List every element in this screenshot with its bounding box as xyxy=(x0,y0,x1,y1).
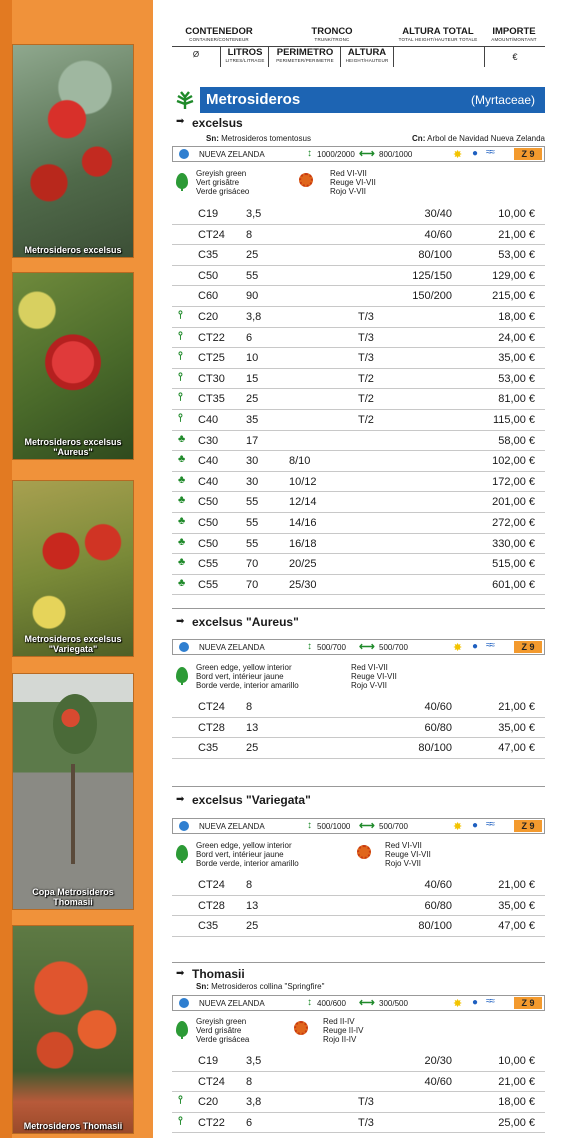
total-height: 40/60 xyxy=(424,701,452,713)
price: 21,00 € xyxy=(498,228,535,241)
table-row xyxy=(172,875,545,896)
table-row xyxy=(172,492,545,513)
pot-size: C60 xyxy=(198,290,219,303)
flower-color-en: Red VI-VII xyxy=(330,169,367,178)
price: 201,00 € xyxy=(492,496,535,509)
total-height: 80/100 xyxy=(418,249,452,262)
origin-row xyxy=(172,639,545,655)
price: 115,00 € xyxy=(492,413,535,426)
price: 21,00 € xyxy=(498,701,535,713)
tronco-sub: TRUNK/TRONC xyxy=(314,37,350,42)
family-name: (Myrtaceae) xyxy=(470,93,535,107)
genus-title-bar xyxy=(172,87,545,113)
leaf-icon xyxy=(176,173,188,189)
leaf-color-fr: Bord vert, intérieur jaune xyxy=(196,672,284,681)
litres: 3,5 xyxy=(246,208,262,220)
perimeter: 16/18 xyxy=(289,537,317,550)
perimetro-label: PERIMETRO xyxy=(276,47,334,58)
flower-color-en: Red VI-VII xyxy=(351,663,388,672)
perimeter: 10/12 xyxy=(289,475,317,488)
table-row xyxy=(172,738,545,759)
globe-icon xyxy=(179,642,189,652)
photo-excelsus-variegata xyxy=(12,480,134,657)
table-row xyxy=(172,431,545,452)
price: 515,00 € xyxy=(492,558,535,571)
price: 10,00 € xyxy=(498,208,535,220)
pot-size: CT24 xyxy=(198,879,225,891)
price: 58,00 € xyxy=(498,434,535,447)
width-arrow-icon: ⟷ xyxy=(359,820,375,832)
photo-caption: Metrosideros excelsus "Variegata" xyxy=(24,634,122,654)
litres: 6 xyxy=(246,331,253,344)
litres: 8 xyxy=(246,1075,253,1088)
importe-label: IMPORTE xyxy=(492,26,536,37)
pot-size: C55 xyxy=(198,558,219,571)
litres: 55 xyxy=(246,269,259,282)
litres: 8 xyxy=(246,701,253,713)
globe-icon xyxy=(179,149,189,159)
litres: 70 xyxy=(246,578,259,591)
price: 53,00 € xyxy=(498,372,535,385)
leaf-color-en: Green edge, yellow interior xyxy=(196,841,292,850)
photo-caption: Metrosideros excelsus "Aureus" xyxy=(24,437,122,457)
total-height: 40/60 xyxy=(424,228,452,241)
flower-color-en: Red II-IV xyxy=(323,1017,355,1026)
section-divider xyxy=(172,608,545,609)
pot-size: C50 xyxy=(198,496,219,509)
width-range: 500/700 xyxy=(379,822,408,831)
table-row xyxy=(172,225,545,246)
pot-size: C50 xyxy=(198,537,219,550)
stake-icon: ⫯ xyxy=(178,1114,183,1127)
wind-wave-icon: ≈≈ xyxy=(486,147,493,158)
pot-size: CT24 xyxy=(198,228,225,241)
width-arrow-icon: ⟷ xyxy=(359,641,375,653)
perimeter: 25/30 xyxy=(289,578,317,591)
flower-icon xyxy=(299,173,313,187)
price: 601,00 € xyxy=(492,578,535,591)
flower-color-fr: Reuge VI-VII xyxy=(351,672,397,681)
leaf-color-fr: Bord vert, intérieur jaune xyxy=(196,850,284,859)
pot-size: CT35 xyxy=(198,393,225,406)
water-drop-icon: ● xyxy=(472,997,479,1008)
sun-icon: ✸ xyxy=(453,821,463,833)
litres: 13 xyxy=(246,899,259,912)
litres: 13 xyxy=(246,721,259,734)
litres: 25 xyxy=(246,393,259,406)
flower-color-fr: Reuge VI-VII xyxy=(385,850,431,859)
description-block xyxy=(172,1017,545,1051)
common-name: Cn: Arbol de Navidad Nueva Zelanda xyxy=(412,134,545,143)
table-row xyxy=(172,451,545,472)
section-divider xyxy=(172,962,545,963)
diameter-symbol: Ø xyxy=(192,50,200,59)
standard-tree-icon: ♣ xyxy=(178,453,186,466)
table-row xyxy=(172,896,545,917)
total-height: 30/40 xyxy=(424,208,452,220)
price: 21,00 € xyxy=(498,1075,535,1088)
litres: 6 xyxy=(246,1116,253,1129)
litres: 17 xyxy=(246,434,259,447)
contenedor-sub: CONTAINER/CONTENEUR xyxy=(189,37,249,42)
price-table xyxy=(172,875,545,937)
total-height: 125/150 xyxy=(412,269,452,282)
standard-tree-icon: ♣ xyxy=(178,432,186,445)
arrow-icon: ➡ xyxy=(176,794,185,805)
pot-size: C35 xyxy=(198,249,219,262)
price: 215,00 € xyxy=(492,290,535,303)
table-row xyxy=(172,1072,545,1093)
globe-icon xyxy=(179,998,189,1008)
trunk-height: T/3 xyxy=(358,352,374,365)
genus-name: Metrosideros xyxy=(206,91,301,108)
height-arrow-icon: ↕ xyxy=(307,641,312,652)
price: 81,00 € xyxy=(498,393,535,406)
perimeter: 20/25 xyxy=(289,558,317,571)
origin-country: NUEVA ZELANDA xyxy=(199,150,265,159)
table-row xyxy=(172,369,545,390)
standard-tree-icon: ♣ xyxy=(178,514,186,527)
price: 102,00 € xyxy=(492,455,535,468)
leaf-color-fr: Verd grisâtre xyxy=(196,1026,242,1035)
stake-icon: ⫯ xyxy=(178,350,183,363)
stake-icon: ⫯ xyxy=(178,308,183,321)
wind-wave-icon: ≈≈ xyxy=(486,640,493,651)
table-row xyxy=(172,266,545,287)
width-range: 800/1000 xyxy=(379,150,413,159)
table-row xyxy=(172,328,545,349)
leaf-color-es: Verde grisácea xyxy=(196,1035,250,1044)
variety-name: excelsus xyxy=(192,116,243,130)
price: 25,00 € xyxy=(498,1116,535,1129)
pot-size: C30 xyxy=(198,434,219,447)
importe-sub: AMOUNT/MONTANT xyxy=(491,37,537,42)
photo-excelsus-aureus xyxy=(12,272,134,460)
pot-size: CT24 xyxy=(198,701,225,713)
perimeter: 8/10 xyxy=(289,455,311,468)
leaf-color-es: Verde grisáceo xyxy=(196,187,250,196)
table-row xyxy=(172,389,545,410)
litres: 55 xyxy=(246,537,259,550)
pot-size: CT30 xyxy=(198,372,225,385)
pot-size: CT22 xyxy=(198,1116,225,1129)
total-height: 20/30 xyxy=(424,1055,452,1067)
total-height: 150/200 xyxy=(412,290,452,303)
arrow-icon: ➡ xyxy=(176,616,185,627)
arrow-icon: ➡ xyxy=(176,968,185,979)
photo-caption: Metrosideros excelsus xyxy=(24,245,122,255)
width-arrow-icon: ⟷ xyxy=(359,997,375,1009)
water-drop-icon: ● xyxy=(472,820,479,831)
standard-tree-icon: ♣ xyxy=(178,576,186,589)
litres: 70 xyxy=(246,558,259,571)
photo-copa-thomasii xyxy=(12,673,134,910)
pot-size: C35 xyxy=(198,742,219,755)
litres: 3,5 xyxy=(246,1055,262,1067)
stake-icon: ⫯ xyxy=(178,411,183,424)
total-height: 40/60 xyxy=(424,1075,452,1088)
price: 35,00 € xyxy=(498,721,535,734)
price: 21,00 € xyxy=(498,879,535,891)
price: 18,00 € xyxy=(498,310,535,323)
width-range: 500/700 xyxy=(379,643,408,652)
trunk-height: T/2 xyxy=(358,413,374,426)
table-row xyxy=(172,1113,545,1134)
description-block xyxy=(172,663,545,697)
trunk-height: T/3 xyxy=(358,1116,374,1129)
description-block xyxy=(172,841,545,875)
litres: 3,8 xyxy=(246,310,262,323)
scientific-name: Sn: Metrosideros tomentosus xyxy=(206,134,311,143)
table-row xyxy=(172,307,545,328)
trunk-height: T/2 xyxy=(358,372,374,385)
standard-tree-icon: ♣ xyxy=(178,494,186,507)
leaf-color-fr: Vert grisâtre xyxy=(196,178,240,187)
table-row xyxy=(172,697,545,718)
photo-caption: Copa Metrosideros Thomasii xyxy=(32,887,114,907)
trunk-height: T/2 xyxy=(358,393,374,406)
pot-size: CT22 xyxy=(198,331,225,344)
standard-tree-icon: ♣ xyxy=(178,556,186,569)
price-table xyxy=(172,697,545,759)
table-row xyxy=(172,916,545,937)
price: 172,00 € xyxy=(492,475,535,488)
leaf-color-es: Borde verde, interior amarillo xyxy=(196,681,299,690)
perimeter: 12/14 xyxy=(289,496,317,509)
price: 47,00 € xyxy=(498,742,535,755)
litres: 30 xyxy=(246,455,259,468)
flower-color-es: Rojo II-IV xyxy=(323,1035,357,1044)
flower-color-es: Rojo V-VII xyxy=(385,859,422,868)
fern-icon xyxy=(174,90,196,110)
litres: 30 xyxy=(246,475,259,488)
price: 24,00 € xyxy=(498,331,535,344)
table-row xyxy=(172,204,545,225)
origin-country: NUEVA ZELANDA xyxy=(199,999,265,1008)
table-row xyxy=(172,513,545,534)
standard-tree-icon: ♣ xyxy=(178,535,186,548)
wind-wave-icon: ≈≈ xyxy=(486,996,493,1007)
stake-icon: ⫯ xyxy=(178,1094,183,1107)
altura-label: ALTURA xyxy=(347,47,387,58)
altura-total-label: ALTURA TOTAL xyxy=(402,26,474,37)
trunk-height: T/3 xyxy=(358,310,374,323)
height-arrow-icon: ↕ xyxy=(307,820,312,831)
price-table xyxy=(172,1051,545,1133)
litres: 15 xyxy=(246,372,259,385)
hardiness-zone: Z 9 xyxy=(514,641,542,653)
litres: 25 xyxy=(246,249,259,262)
price: 330,00 € xyxy=(492,537,535,550)
price: 272,00 € xyxy=(492,516,535,529)
wind-wave-icon: ≈≈ xyxy=(486,819,493,830)
pot-size: CT28 xyxy=(198,899,225,912)
section-divider xyxy=(172,786,545,787)
pot-size: C55 xyxy=(198,578,219,591)
height-arrow-icon: ↕ xyxy=(307,997,312,1008)
variety-name: excelsus "Aureus" xyxy=(192,615,299,629)
height-range: 500/700 xyxy=(317,643,346,652)
pot-size: C50 xyxy=(198,516,219,529)
table-row xyxy=(172,534,545,555)
price: 10,00 € xyxy=(498,1055,535,1067)
description-block xyxy=(172,169,545,203)
photo-caption: Metrosideros Thomasii xyxy=(23,1121,123,1131)
pot-size: CT24 xyxy=(198,1075,225,1088)
photo-thomasii xyxy=(12,925,134,1134)
globe-icon xyxy=(179,821,189,831)
pot-size: C50 xyxy=(198,269,219,282)
pot-size: C20 xyxy=(198,310,219,323)
photo-sidebar xyxy=(0,0,153,1138)
genus-band xyxy=(200,87,545,113)
origin-country: NUEVA ZELANDA xyxy=(199,822,265,831)
table-row xyxy=(172,718,545,739)
litros-sub: LITRES/LITRAGE xyxy=(225,58,265,63)
euro-symbol: € xyxy=(484,47,545,67)
stake-icon: ⫯ xyxy=(178,391,183,404)
litros-label: LITROS xyxy=(227,47,263,58)
pot-size: C40 xyxy=(198,475,219,488)
table-row xyxy=(172,472,545,493)
contenedor-label: CONTENEDOR xyxy=(185,26,253,37)
table-row xyxy=(172,245,545,266)
standard-tree-icon: ♣ xyxy=(178,473,186,486)
leaf-color-en: Greyish green xyxy=(196,1017,247,1026)
table-row xyxy=(172,1051,545,1072)
trunk-height: T/3 xyxy=(358,1096,374,1109)
leaf-icon xyxy=(176,667,188,683)
flower-color-es: Rojo V-VII xyxy=(351,681,388,690)
total-height: 80/100 xyxy=(418,742,452,755)
price: 47,00 € xyxy=(498,920,535,933)
height-arrow-icon: ↕ xyxy=(307,148,312,159)
photo-excelsus xyxy=(12,44,134,258)
price: 35,00 € xyxy=(498,899,535,912)
perimeter: 14/16 xyxy=(289,516,317,529)
trunk-height: T/3 xyxy=(358,331,374,344)
pot-size: C40 xyxy=(198,455,219,468)
water-drop-icon: ● xyxy=(472,148,479,159)
perimetro-sub: PERIMETER/PERIMETRE xyxy=(276,58,334,63)
flower-color-fr: Reuge II-IV xyxy=(323,1026,364,1035)
pot-size: C40 xyxy=(198,413,219,426)
total-height: 80/100 xyxy=(418,920,452,933)
table-row xyxy=(172,286,545,307)
origin-country: NUEVA ZELANDA xyxy=(199,643,265,652)
table-row xyxy=(172,410,545,431)
litres: 8 xyxy=(246,879,253,891)
total-height: 60/80 xyxy=(424,899,452,912)
litres: 8 xyxy=(246,228,253,241)
stake-icon: ⫯ xyxy=(178,329,183,342)
variety-name: excelsus "Variegata" xyxy=(192,793,311,807)
table-row xyxy=(172,554,545,575)
sun-icon: ✸ xyxy=(453,149,463,161)
pot-size: C20 xyxy=(198,1096,219,1109)
price: 129,00 € xyxy=(492,269,535,282)
litres: 25 xyxy=(246,920,259,933)
width-range: 300/500 xyxy=(379,999,408,1008)
pot-size: CT25 xyxy=(198,352,225,365)
total-height: 60/80 xyxy=(424,721,452,734)
height-range: 500/1000 xyxy=(317,822,351,831)
origin-row xyxy=(172,818,545,834)
flower-color-en: Red VI-VII xyxy=(385,841,422,850)
price: 35,00 € xyxy=(498,352,535,365)
leaf-color-en: Green edge, yellow interior xyxy=(196,663,292,672)
hardiness-zone: Z 9 xyxy=(514,820,542,832)
litres: 35 xyxy=(246,413,259,426)
sun-icon: ✸ xyxy=(453,998,463,1010)
price-table xyxy=(172,204,545,595)
litres: 90 xyxy=(246,290,259,303)
origin-row xyxy=(172,146,545,162)
sun-icon: ✸ xyxy=(453,642,463,654)
litres: 3,8 xyxy=(246,1096,262,1109)
arrow-icon: ➡ xyxy=(176,116,185,127)
table-row xyxy=(172,348,545,369)
table-row xyxy=(172,1092,545,1113)
origin-row xyxy=(172,995,545,1011)
pot-size: CT28 xyxy=(198,721,225,734)
pot-size: C19 xyxy=(198,1055,219,1067)
flower-color-fr: Reuge VI-VII xyxy=(330,178,376,187)
flower-icon xyxy=(294,1021,308,1035)
pot-size: C19 xyxy=(198,208,219,220)
flower-icon xyxy=(357,845,371,859)
altura-total-sub: TOTAL HEIGHT/HAUTEUR TOTALE xyxy=(398,37,478,42)
table-row xyxy=(172,575,545,596)
pot-size: C35 xyxy=(198,920,219,933)
litres: 10 xyxy=(246,352,259,365)
litres: 55 xyxy=(246,496,259,509)
litres: 25 xyxy=(246,742,259,755)
altura-sub: HEIGHT/HAUTEUR xyxy=(345,58,389,63)
flower-color-es: Rojo V-VII xyxy=(330,187,367,196)
leaf-color-es: Borde verde, interior amarillo xyxy=(196,859,299,868)
price: 18,00 € xyxy=(498,1096,535,1109)
water-drop-icon: ● xyxy=(472,641,479,652)
stake-icon: ⫯ xyxy=(178,370,183,383)
tronco-label: TRONCO xyxy=(311,26,353,37)
variety-name: Thomasii xyxy=(192,967,245,981)
height-range: 400/600 xyxy=(317,999,346,1008)
litres: 55 xyxy=(246,516,259,529)
leaf-color-en: Greyish green xyxy=(196,169,247,178)
leaf-icon xyxy=(176,1021,188,1037)
scientific-name: Sn: Metrosideros collina "Springfire" xyxy=(196,982,325,991)
leaf-icon xyxy=(176,845,188,861)
width-arrow-icon: ⟷ xyxy=(359,148,375,160)
hardiness-zone: Z 9 xyxy=(514,148,542,160)
total-height: 40/60 xyxy=(424,879,452,891)
price: 53,00 € xyxy=(498,249,535,262)
hardiness-zone: Z 9 xyxy=(514,997,542,1009)
height-range: 1000/2000 xyxy=(317,150,355,159)
